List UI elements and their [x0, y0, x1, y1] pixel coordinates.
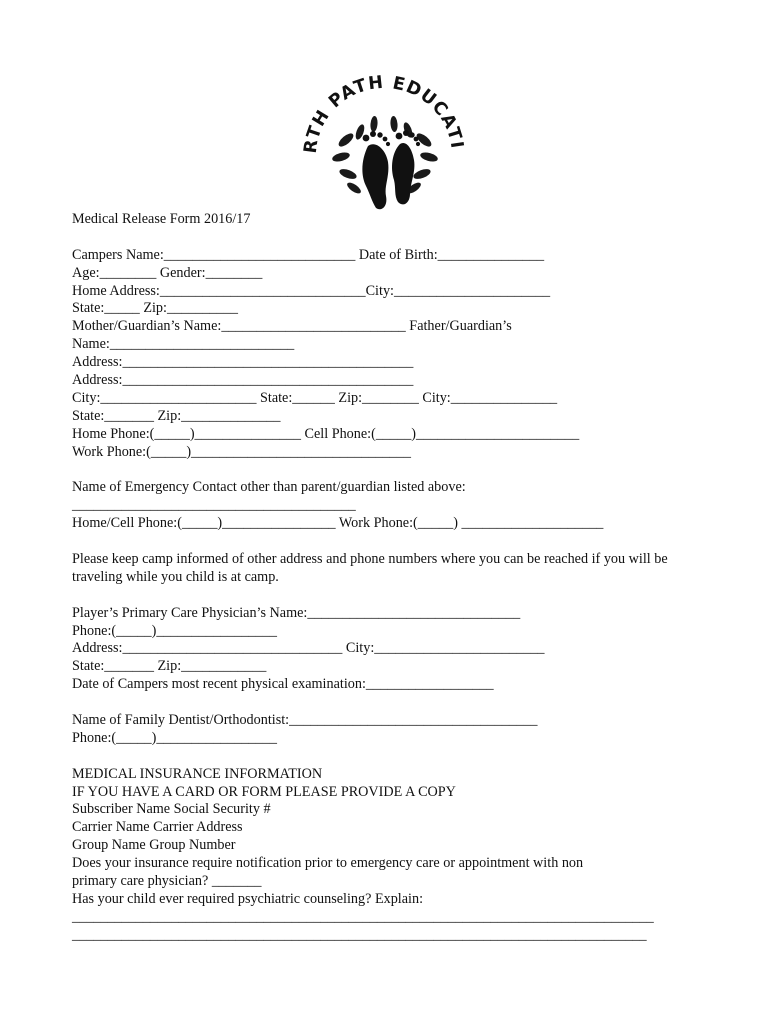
form-line: Home Address:_____________________________City:______________________	[72, 282, 551, 299]
section-heading: MEDICAL INSURANCE INFORMATION	[72, 765, 323, 782]
form-line: Address:_______________________________ City:________________________	[72, 640, 545, 657]
form-line: State:_______ Zip:______________	[72, 407, 281, 424]
dentist-section	[72, 712, 702, 748]
form-line: Phone:(_____)_________________	[72, 622, 277, 639]
earth-path-education-logo	[296, 72, 474, 222]
insurance-section	[72, 766, 702, 945]
form-line: Name of Family Dentist/Orthodontist:___________________________________	[72, 711, 538, 728]
form-line: Subscriber Name Social Security #	[72, 801, 271, 818]
form-line: Address:_________________________________________	[72, 354, 414, 371]
form-line: Age:________ Gender:________	[72, 264, 263, 281]
form-line: Work Phone:(_____)_______________________________	[72, 443, 411, 460]
form-line: ________________________________________	[72, 497, 356, 514]
notice-paragraph: Please keep camp informed of other address and phone numbers where you can be reached if you will be traveling while you child is at camp.	[72, 550, 668, 585]
form-line: State:_______ Zip:____________	[72, 658, 267, 675]
svg-text:EARTH PATH EDUCATION: RTH PATH EDUCATI	[300, 72, 467, 155]
explain-blank-line: _________________________________________________________________________________	[72, 926, 647, 943]
form-line: primary care physician? _______	[72, 872, 262, 889]
form-line: Home Phone:(_____)_______________ Cell Phone:(_____)_______________________	[72, 425, 580, 442]
medical-release-form	[72, 211, 702, 945]
camper-info-section	[72, 247, 702, 462]
form-line: Home/Cell Phone:(_____)________________ Work Phone:(_____) ____________________	[72, 515, 604, 532]
physician-section	[72, 605, 702, 694]
explain-blank-line: __________________________________________________________________________________	[72, 908, 654, 925]
form-line: Group Name Group Number	[72, 837, 236, 854]
form-line: Name:__________________________	[72, 336, 295, 353]
emergency-contact-section	[72, 479, 702, 533]
footprint-icon	[362, 130, 420, 209]
form-line: Player’s Primary Care Physician’s Name:______________________________	[72, 604, 521, 621]
form-line: Does your insurance require notification prior to emergency care or appointment with non	[72, 855, 584, 872]
form-line: Date of Campers most recent physical examination:__________________	[72, 676, 494, 693]
form-line: Carrier Name Carrier Address	[72, 819, 243, 836]
form-line: State:_____ Zip:__________	[72, 300, 238, 317]
form-line: Name of Emergency Contact other than parent/guardian listed above:	[72, 479, 466, 496]
form-line: Phone:(_____)_________________	[72, 729, 277, 746]
form-line: Mother/Guardian’s Name:__________________________ Father/Guardian’s	[72, 318, 512, 335]
form-line: Has your child ever required psychiatric counseling? Explain:	[72, 890, 424, 907]
form-line: IF YOU HAVE A CARD OR FORM PLEASE PROVIDE A COPY	[72, 783, 456, 800]
form-title: Medical Release Form 2016/17	[72, 211, 251, 227]
form-line: City:______________________ State:______ Zip:________ City:_______________	[72, 389, 558, 406]
form-line: Campers Name:___________________________ Date of Birth:_______________	[72, 246, 545, 263]
form-line: Address:_________________________________________	[72, 372, 414, 389]
